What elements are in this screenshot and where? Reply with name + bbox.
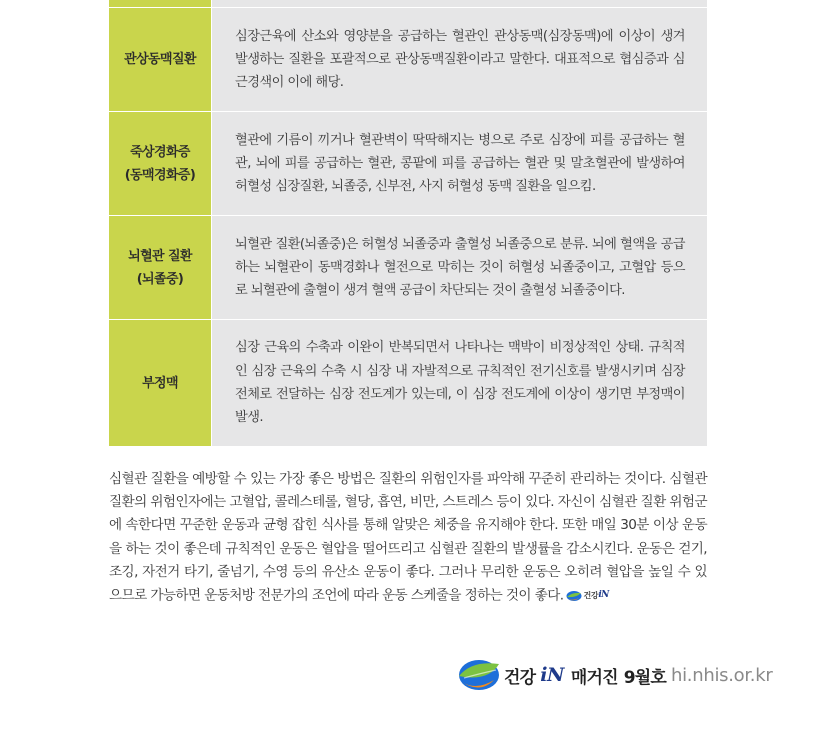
desc-cell: [212, 8, 707, 111]
issue-label: 9월호: [623, 667, 666, 688]
term-text: 뇌혈관 질환 (뇌졸중): [128, 248, 192, 287]
term-cell: [109, 216, 212, 319]
footer-brand: [458, 658, 772, 692]
health-in-swoosh-icon: [566, 590, 582, 602]
term-cell-sliver: [109, 0, 212, 7]
table-row: [109, 216, 707, 320]
table-row: [109, 8, 707, 112]
term-cell: 부정맥: [109, 320, 212, 446]
body-paragraph-text: 심혈관 질환을 예방할 수 있는 가장 좋은 방법은 질환의 위험인자를 파악해 꾸준히 관리하는 것이다. 심혈관 질환의 위험인자에는 고혈압, 콜레스테롤, 혈당, 흡연, 비만, 스트레스 등이 있다. 자신이 심혈관 질환 위험군에 속한다면 꾸준한 운동과 균형 잡힌 식사를 통해 알맞은 체중을 유지해야 한다. 또한 매일 30분 이상 운동을 하는 것이 좋은데 규칙적인 운동은 혈압을 떨어뜨리고 심혈관 질환의 발생률을 감소시킨다. 운동은 걷기, 조깅, 자전거 타기, 줄넘기, 수영 등의 유산소 운동이 좋다. 그러나 무리한 운동은 오히려 혈압을 높일 수 있으므로 가능하면 운동처방 전문가의 조언에 따라 운동 스케줄을 정하는 것이 좋다.: [109, 471, 707, 604]
inline-logo-ko: 건강: [583, 591, 599, 601]
inline-logo-in: iN: [598, 590, 609, 601]
desc-cell-sliver: [212, 0, 707, 7]
inline-brand-logo: [566, 584, 608, 607]
term-text: 죽상경화증 (동맥경화증): [124, 144, 196, 183]
table-row: [109, 112, 707, 216]
desc-cell: [212, 112, 707, 215]
desc-cell: [212, 320, 707, 446]
desc-text: 혈관에 기름이 끼거나 혈관벽이 딱딱해지는 병으로 주로 심장에 피를 공급하는 혈관, 뇌에 피를 공급하는 혈관, 콩팥에 피를 공급하는 혈관 및 말초혈관에 발생하여 허혈성 심장질환, 뇌졸중, 신부전, 사지 허혈성 동맥 질환을 일으킴.: [235, 132, 685, 195]
magazine-label: 매거진: [570, 667, 618, 688]
table-top-sliver: [109, 0, 707, 8]
term-cell: 관상동맥질환: [109, 8, 212, 111]
brand-name-in: iN: [540, 664, 564, 686]
brand-logo: [458, 658, 500, 692]
desc-text: 뇌혈관 질환(뇌졸중)은 허혈성 뇌졸중과 출혈성 뇌졸중으로 분류. 뇌에 혈액을 공급하는 뇌혈관이 동맥경화나 혈전으로 막히는 것이 허혈성 뇌졸중이고, 고혈압 등으로 뇌혈관에 출혈이 생겨 혈액 공급이 차단되는 것이 출혈성 뇌졸중이다.: [235, 236, 685, 299]
site-url[interactable]: hi.nhis.or.kr: [671, 664, 773, 686]
term-cell: [109, 112, 212, 215]
health-in-swoosh-icon: [458, 658, 500, 692]
disease-table: [109, 0, 707, 447]
desc-text: 심장 근육의 수축과 이완이 반복되면서 나타나는 맥박이 비정상적인 상태. 규칙적인 심장 근육의 수축 시 심장 내 자발적으로 규칙적인 전기신호를 발생시키며 심장 전체로 전달하는 심장 전도계가 있는데, 이 심장 전도계에 이상이 생기면 부정맥이 발생.: [235, 340, 685, 426]
desc-cell: [212, 216, 707, 319]
brand-name-ko: 건강: [504, 667, 536, 688]
table-row: [109, 320, 707, 447]
desc-text: 심장근육에 산소와 영양분을 공급하는 혈관인 관상동맥(심장동맥)에 이상이 생겨 발생하는 질환을 포괄적으로 관상동맥질환이라고 말한다. 대표적으로 협심증과 심근경색이 이에 해당.: [235, 28, 685, 91]
body-paragraph: [109, 468, 707, 608]
